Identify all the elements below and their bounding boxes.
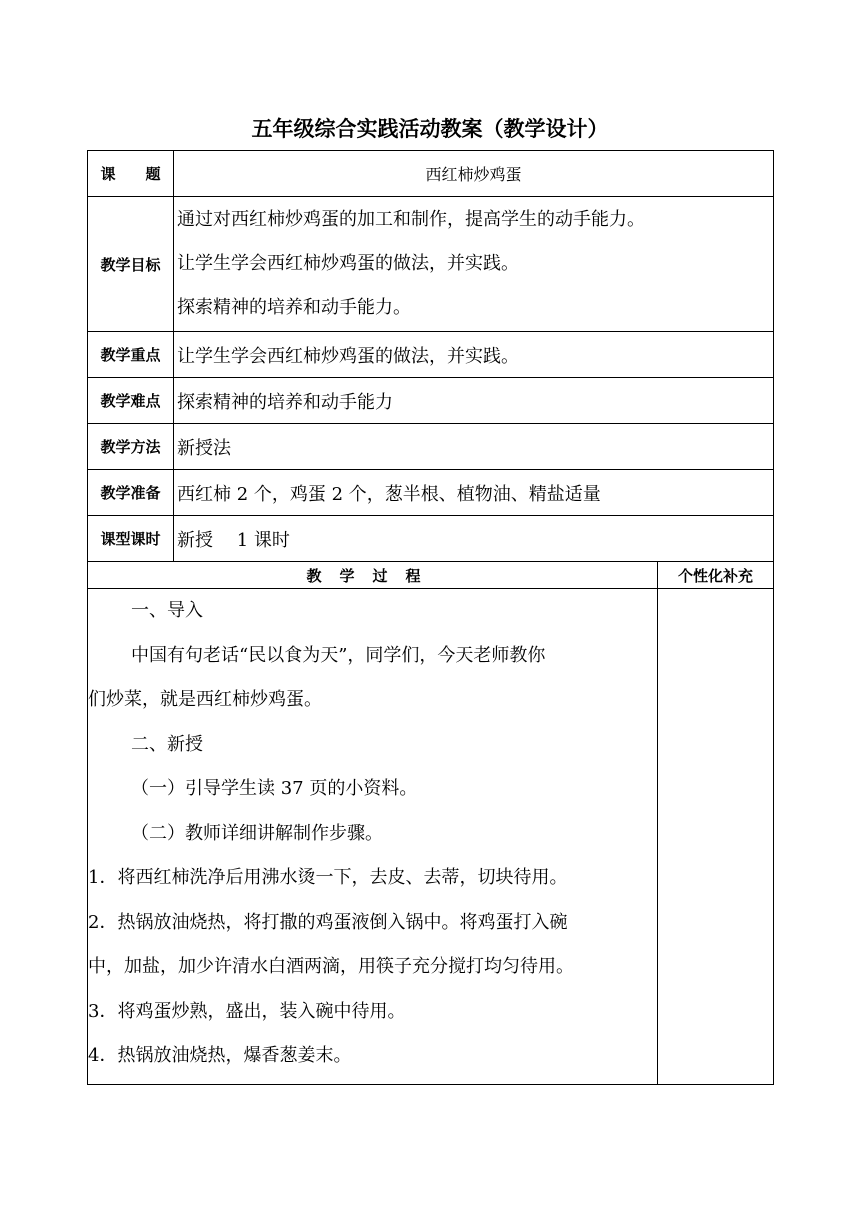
goal-line: 让学生学会西红柿炒鸡蛋的做法，并实践。 <box>177 253 519 274</box>
lesson-type-value: 新授 1 课时 <box>174 516 774 562</box>
process-header: 教学过程 <box>88 562 658 589</box>
process-text <box>88 589 657 1079</box>
page-title: 五年级综合实践活动教案（教学设计） <box>251 117 609 141</box>
row-process-body <box>88 589 774 1085</box>
row-preparation <box>88 470 774 516</box>
row-difficulties <box>88 378 774 424</box>
method-label: 教学方法 <box>88 424 174 470</box>
topic-value: 西红柿炒鸡蛋 <box>174 151 774 197</box>
supplement-body <box>658 589 774 1085</box>
process-line: 中国有句老话“民以食为天”，同学们，今天老师教你 <box>131 644 546 666</box>
process-line: 二、新授 <box>131 733 203 755</box>
process-body <box>88 589 658 1085</box>
process-line: 3．将鸡蛋炒熟，盛出，装入碗中待用。 <box>88 1000 406 1022</box>
process-line: 中，加盐，加少许清水白酒两滴，用筷子充分搅打均匀待用。 <box>88 956 574 977</box>
difficulties-label: 教学难点 <box>88 378 174 424</box>
row-method <box>88 424 774 470</box>
goal-line: 探索精神的培养和动手能力。 <box>177 297 411 318</box>
key-points-label: 教学重点 <box>88 332 174 378</box>
topic-label: 课 题 <box>88 151 174 197</box>
goal-line: 通过对西红柿炒鸡蛋的加工和制作，提高学生的动手能力。 <box>177 209 645 230</box>
supplement-header: 个性化补充 <box>658 562 774 589</box>
process-line: 4．热锅放油烧热，爆香葱姜末。 <box>88 1045 352 1066</box>
process-line: 1．将西红柿洗净后用沸水烫一下，去皮、去蒂，切块待用。 <box>88 867 568 888</box>
goals-label: 教学目标 <box>88 197 174 332</box>
row-topic <box>88 151 774 197</box>
goals-value <box>174 197 774 332</box>
process-line: 们炒菜，就是西红柿炒鸡蛋。 <box>88 689 322 710</box>
difficulties-value: 探索精神的培养和动手能力 <box>174 378 774 424</box>
row-process-header <box>88 562 774 589</box>
process-line: 一、导入 <box>131 600 203 621</box>
process-line: （一）引导学生读 37 页的小资料。 <box>131 778 418 799</box>
preparation-value: 西红柿 2 个，鸡蛋 2 个，葱半根、植物油、精盐适量 <box>174 470 774 516</box>
preparation-label: 教学准备 <box>88 470 174 516</box>
row-goals <box>88 197 774 332</box>
process-line: 2．热锅放油烧热，将打撒的鸡蛋液倒入锅中。将鸡蛋打入碗 <box>88 911 568 933</box>
lesson-type-label: 课型课时 <box>88 516 174 562</box>
row-lesson-type <box>88 516 774 562</box>
process-line: （二）教师详细讲解制作步骤。 <box>131 822 383 844</box>
key-points-value: 让学生学会西红柿炒鸡蛋的做法，并实践。 <box>174 332 774 378</box>
method-value: 新授法 <box>174 424 774 470</box>
lesson-plan-table <box>87 150 774 1085</box>
row-key-points <box>88 332 774 378</box>
